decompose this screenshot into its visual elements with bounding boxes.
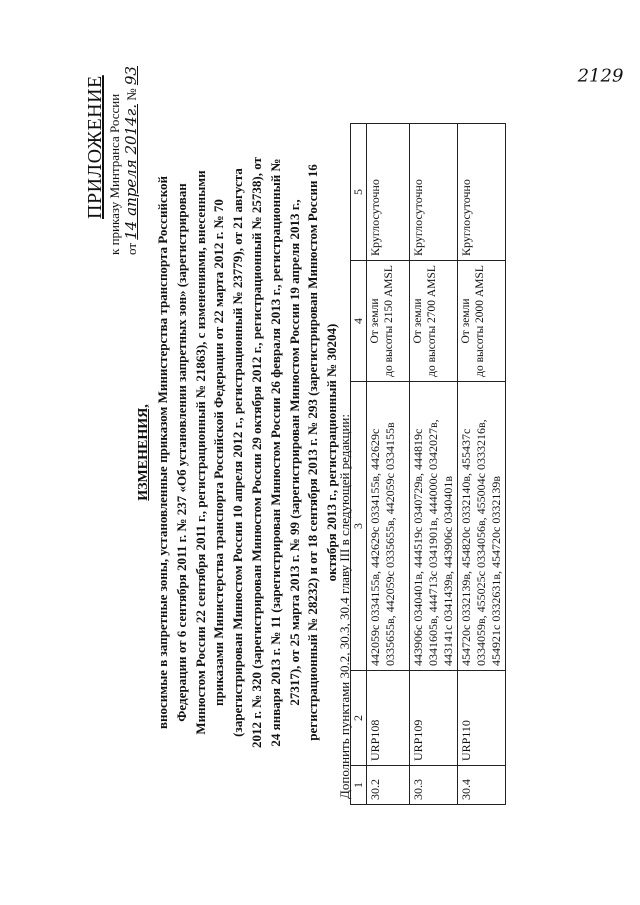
- zone-height: [367, 261, 410, 382]
- handwritten-number: 93: [122, 66, 140, 86]
- document-body: вносимые в запретные зоны, установленные приказом Министерства транспорта Российской Федерации от 6 сентября 2011 г. № 237 «Об установлении запретных зон» (зарегистрирован Минюстом России 22 сентября 2011 г., регистрационный № 21863), с изменениями, внесенными приказами Министерства транспорта Российской Федерации от 22 марта 2012 г. № 70 (зарегистрирован Минюстом России 10 апреля 2012 г., регистрационный № 23779), от 21 августа 2012 г. № 320 (зарегистрирован Минюстом России 29 октября 2012 г., регистрационный № 25738), от 24 января 2013 г. № 11 (зарегистрирован Минюстом России 26 февраля 2013 г., регистрационный № 27317), от 25 марта 2013 г. № 99 (зарегистрирован Минюстом России 19 апреля 2013 г., регистрационный № 28232) и от 18 сентября 2013 г. № 293 (зарегистрирован Минюстом России 16 октября 2013 г., регистрационный № 30204): [155, 157, 340, 748]
- zone-time: Круглосуточно: [410, 124, 458, 261]
- zone-time: Круглосуточно: [458, 124, 506, 261]
- zones-table: [350, 123, 506, 805]
- table-header-row: [351, 124, 367, 805]
- date-prefix: от: [124, 242, 139, 255]
- table-header-cell: 5: [351, 124, 367, 261]
- zone-height: [458, 261, 506, 382]
- supplement-text: Дополнить пунктами 30.2, 30.3, 30.4 главу III в следующей редакции:: [337, 414, 352, 799]
- appendix-order-line: к приказу Минтранса России: [107, 93, 122, 255]
- zone-coordinates: 443906с 0340401в, 444519с 0340729в, 444819с 0341605в, 444713с 0341901в, 444000с 0342027в, 443141с 0341439в, 443906с 0340401в: [410, 382, 458, 671]
- row-number: 30.4: [458, 766, 506, 805]
- row-number: 30.3: [410, 766, 458, 805]
- table-row: [410, 124, 458, 805]
- height-to: до высоты 2150 AMSL: [383, 265, 395, 377]
- zone-coordinates: 454720с 0332139в, 454820с 0332140в, 455437с 0334059в, 455025с 0334056в, 455004с 0333216в, 454921с 0332631в, 454720с 0332139в: [458, 382, 506, 671]
- zone-time: Круглосуточно: [367, 124, 410, 261]
- zone-code: URP108: [367, 671, 410, 766]
- appendix-block: [84, 25, 140, 255]
- table-row: [367, 124, 410, 805]
- zone-height: [410, 261, 458, 382]
- zone-code: URP109: [410, 671, 458, 766]
- table-row: [458, 124, 506, 805]
- table-header-cell: 2: [351, 671, 367, 766]
- zone-code: URP110: [458, 671, 506, 766]
- number-prefix: №: [124, 88, 139, 101]
- document-title: ИЗМЕНЕНИЯ,: [136, 404, 151, 501]
- height-from: От земли: [369, 298, 381, 344]
- appendix-title: ПРИЛОЖЕНИЕ: [84, 75, 106, 219]
- row-number: 30.2: [367, 766, 410, 805]
- height-to: до высоты 2000 AMSL: [474, 265, 486, 377]
- page-number: 2129: [577, 65, 624, 87]
- zone-coordinates: 442059с 0334155в, 442629с 0334155в, 442629с 0335655в, 442059с 0335655в, 442059с 0334155в: [367, 382, 410, 671]
- height-to: до высоты 2700 AMSL: [426, 265, 438, 377]
- table-header-cell: 1: [351, 766, 367, 805]
- height-from: От земли: [460, 298, 472, 344]
- table-header-cell: 4: [351, 261, 367, 382]
- handwritten-date: 14 апреля 2014г.: [122, 104, 140, 240]
- height-from: От земли: [412, 298, 424, 344]
- table-header-cell: 3: [351, 382, 367, 671]
